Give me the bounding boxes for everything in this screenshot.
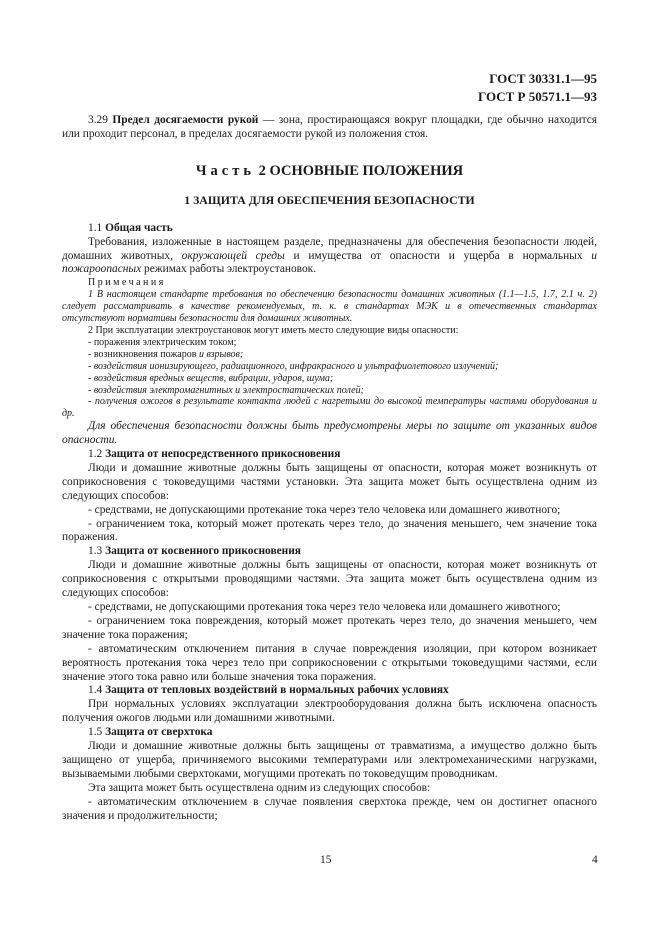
standard-code-1: ГОСТ 30331.1—95	[489, 71, 597, 86]
clause-1-3-item: - ограничением тока повреждения, который может протекать через тело, до значения меньшего, чем значение тока поражения;	[62, 614, 597, 641]
clause-1-5-item: - автоматическим отключением в случае появления сверхтока прежде, чем он достигнет опасного значения и продолжительности;	[62, 795, 597, 822]
part-heading	[62, 162, 597, 180]
standard-code-2: ГОСТ Р 50571.1—93	[478, 89, 597, 104]
hazard-item: - воздействия ионизирующего, радиационного, инфракрасного и ультрафиолетового излучений;	[88, 360, 499, 372]
notes-heading: Примечания	[88, 277, 166, 289]
clause-1-1-text: Требования, изложенные в настоящем разделе, предназначены для обеспечения безопасности людей, домашних животных, окружающей среды и имущества от опасности и ущерба в нормальных и пожароопасных режимах работы электроустановок.	[62, 235, 597, 276]
clause-1-5-text: Эта защита может быть осуществлена одним из следующих способов:	[88, 781, 431, 794]
clause-1-3-heading: 1.3 Защита от косвенного прикосновения	[88, 545, 301, 558]
clause-1-3-item: - средствами, не допускающими протекания тока через тело человека или домашнего животного;	[88, 601, 561, 613]
hazard-item: - возникновения пожаров и взрывов;	[88, 348, 244, 360]
note-1: 1 В настоящем стандарте требования по обеспечению безопасности домашних животных (1.1—1.5, 1.7, 2.1 ч. 2) следует рассматривать в качестве рекомендуемых, т. к. в стандартах МЭК и в отечественных стандартах отсутствуют нормативы безопасности для домашних животных.	[62, 289, 597, 325]
sheet-number: 4	[592, 854, 598, 866]
clause-1-2-text: Люди и домашние животные должны быть защищены от опасности, которая может возникнуть от соприкосновения с токоведущими частями установки. Эта защита может быть осуществлена одним из следующих способов:	[62, 461, 597, 502]
hazard-item: - поражения электрическим током;	[88, 336, 237, 348]
hazard-item: - воздействия электромагнитных и электростатических полей;	[88, 384, 364, 396]
part-title: 2 ОСНОВНЫЕ ПОЛОЖЕНИЯ	[255, 162, 464, 179]
definition-term: Предел досягаемости рукой	[112, 114, 259, 126]
document-body	[62, 114, 597, 824]
hazard-item: - воздействия вредных веществ, вибрации, ударов, шума;	[88, 372, 334, 384]
page-number: 15	[320, 854, 332, 866]
clause-1-4-text: При нормальных условиях эксплуатации электрооборудования должна быть исключена опасность получения ожогов людьми или домашними животными.	[62, 698, 597, 725]
note-2: 2 При эксплуатации электроустановок могут иметь место следующие виды опасности:	[88, 324, 459, 336]
definition-3-29: 3.29 Предел досягаемости рукой — зона, простирающаяся вокруг площадки, где обычно находится или проходит персонал, в пределах досягаемости рукой из положения стоя.	[62, 114, 598, 140]
clause-1-2-heading: 1.2 Защита от непосредственного прикосновения	[88, 448, 341, 461]
hazard-item: - получения ожогов в результате контакта людей с нагретыми до высокой температуры частями оборудования и др.	[62, 396, 597, 420]
clause-1-1-heading: 1.1 Общая часть	[88, 221, 173, 234]
safety-measures-note: Для обеспечения безопасности должны быть предусмотрены меры по защите от указанных видов опасности.	[62, 420, 597, 447]
clause-1-3-item: - автоматическим отключением питания в случае повреждения изоляции, при котором возникает вероятность протекания тока через тело при соприкосновении с открытыми токоведущими частями, если значение этого тока равно или больше значения тока поражения.	[62, 642, 597, 683]
part-label: Часть	[195, 162, 256, 179]
clause-1-2-item: - ограничением тока, который может протекать через тело, до значения меньшего, чем значение тока поражения.	[62, 517, 597, 544]
section-heading: 1 ЗАЩИТА ДЛЯ ОБЕСПЕЧЕНИЯ БЕЗОПАСНОСТИ	[184, 192, 475, 207]
clause-1-2-item: - средствами, не допускающими протекание тока через тело человека или домашнего животного;	[88, 503, 561, 516]
clause-1-4-heading: 1.4 Защита от тепловых воздействий в нормальных рабочих условиях	[88, 684, 449, 697]
clause-1-5-heading: 1.5 Защита от сверхтока	[88, 726, 213, 739]
clause-1-5-text: Люди и домашние животные должны быть защищены от травматизма, а имущество должно быть защищено от ущерба, причиняемого высокими температурами или электромеханическими нагрузками, вызываемыми любыми сверхтоками, могущими протекать по токоведущим проводникам.	[62, 740, 597, 780]
clause-1-3-text: Люди и домашние животные должны быть защищены от опасности, которая может возникнуть от соприкосновения с открытыми проводящими частями. Эта защита может быть осуществлена одним из следующих способов:	[62, 559, 597, 600]
